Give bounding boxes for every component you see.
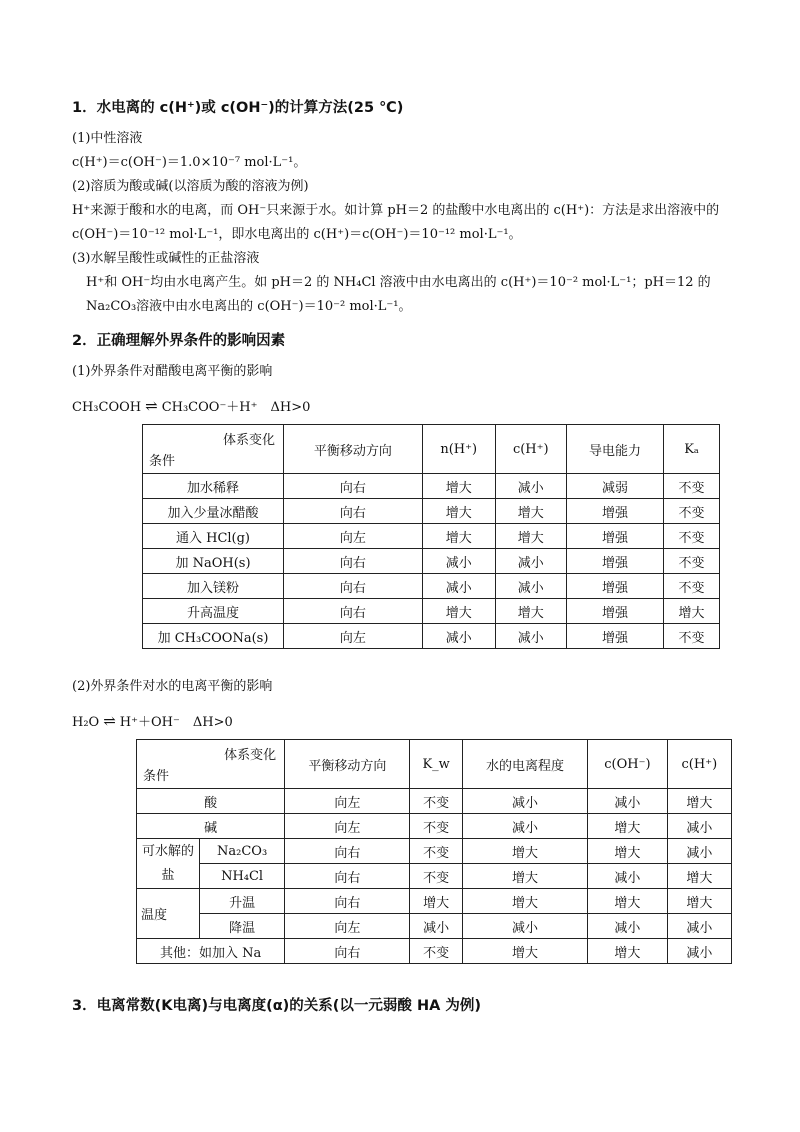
s1-p3: (2)溶质为酸或碱(以溶质为酸的溶液为例)	[72, 179, 309, 194]
corner-bottom: 条件	[149, 454, 176, 469]
cell: 减小	[422, 549, 495, 574]
table-row	[137, 889, 732, 914]
cell: 不变	[410, 789, 462, 814]
header-cell: c(H⁺)	[495, 425, 566, 474]
cell: 减小	[588, 914, 668, 939]
cell: 增强	[566, 599, 663, 624]
cell: 不变	[664, 499, 720, 524]
header-cell: n(H⁺)	[422, 425, 495, 474]
cell: 向右	[284, 599, 423, 624]
cell: 向右	[285, 939, 410, 964]
cell: 降温	[200, 914, 285, 939]
cell: 增大	[588, 889, 668, 914]
corner-bottom: 条件	[143, 769, 170, 784]
table-row	[137, 939, 732, 964]
cell: 增大	[667, 864, 731, 889]
water-equation	[72, 709, 732, 735]
cell: 加入少量冰醋酸	[143, 499, 284, 524]
cell: 减小	[422, 574, 495, 599]
cell: 向左	[284, 624, 423, 649]
cell: 不变	[664, 524, 720, 549]
table-row	[143, 599, 720, 624]
cell: 增大	[495, 499, 566, 524]
table-row	[137, 839, 732, 864]
corner-top: 体系变化	[222, 433, 275, 448]
cell: 向右	[284, 549, 423, 574]
header-cell: K_w	[410, 740, 462, 789]
table-header-row	[143, 425, 720, 474]
eq-right: CH₃COO⁻＋H⁺ ΔH>0	[161, 400, 311, 415]
cell: 不变	[664, 549, 720, 574]
table-row	[137, 789, 732, 814]
cell: 减小	[667, 839, 731, 864]
cell: 减小	[495, 574, 566, 599]
cell: 增大	[462, 864, 587, 889]
cell: 减小	[667, 914, 731, 939]
cell: 增强	[566, 624, 663, 649]
cell: 碱	[137, 814, 285, 839]
header-cell: 平衡移动方向	[285, 740, 410, 789]
cell: Na₂CO₃	[200, 839, 285, 864]
cell: 不变	[664, 474, 720, 499]
cell: 增大	[588, 939, 668, 964]
table-row	[143, 549, 720, 574]
cell: 向左	[285, 789, 410, 814]
cell: 增大	[422, 474, 495, 499]
document-body	[72, 96, 732, 1025]
cell: 不变	[410, 814, 462, 839]
cell: 向左	[285, 814, 410, 839]
cell: 向左	[285, 914, 410, 939]
cell: 减小	[588, 789, 668, 814]
cell: 减小	[422, 624, 495, 649]
cell: 增大	[410, 889, 462, 914]
water-ionization-table	[136, 739, 732, 964]
table-header-row	[137, 740, 732, 789]
cell: 减弱	[566, 474, 663, 499]
s1-p5: (3)水解呈酸性或碱性的正盐溶液	[72, 251, 260, 266]
cell: 增强	[566, 549, 663, 574]
cell: 不变	[664, 624, 720, 649]
cell: 向右	[284, 574, 423, 599]
acetic-acid-equation	[72, 394, 732, 420]
cell: 减小	[495, 549, 566, 574]
cell: 增大	[667, 789, 731, 814]
cell: 加 NaOH(s)	[143, 549, 284, 574]
cell: 升温	[200, 889, 285, 914]
table-row	[137, 914, 732, 939]
cell: 加 CH₃COONa(s)	[143, 624, 284, 649]
cell: 向右	[285, 889, 410, 914]
header-cell: Kₐ	[664, 425, 720, 474]
s2-p1: (1)外界条件对醋酸电离平衡的影响	[72, 364, 273, 379]
corner-top: 体系变化	[224, 748, 277, 763]
cell: 向左	[284, 524, 423, 549]
cell: 向右	[285, 839, 410, 864]
cell: 向右	[285, 864, 410, 889]
cell: 增大	[462, 839, 587, 864]
header-cell: 平衡移动方向	[284, 425, 423, 474]
table-row	[143, 474, 720, 499]
table-row	[137, 864, 732, 889]
header-cell: 水的电离程度	[462, 740, 587, 789]
cell: 增大	[495, 599, 566, 624]
cell: 不变	[410, 839, 462, 864]
cell: 升高温度	[143, 599, 284, 624]
cell: 减小	[462, 914, 587, 939]
cell: 增强	[566, 524, 663, 549]
cell: 增大	[664, 599, 720, 624]
table-row	[143, 499, 720, 524]
section-3-title: 3．电离常数(K电离)与电离度(α)的关系(以一元弱酸 HA 为例)	[72, 998, 482, 1014]
table-row	[143, 524, 720, 549]
cell: 不变	[664, 574, 720, 599]
cell: 不变	[410, 939, 462, 964]
s1-p6: H⁺和 OH⁻均由水电离产生。如 pH＝2 的 NH₄Cl 溶液中由水电离出的 c(H⁺)＝10⁻² mol·L⁻¹；pH＝12 的 Na₂CO₃溶液中由水电离出的 c(OH⁻)＝10⁻² mol·L⁻¹。	[86, 275, 711, 314]
cell: 减小	[667, 814, 731, 839]
group-cell: 温度	[137, 889, 200, 939]
s1-p4: H⁺来源于酸和水的电离，而 OH⁻只来源于水。如计算 pH＝2 的盐酸中水电离出的 c(H⁺)：方法是求出溶液中的 c(OH⁻)＝10⁻¹² mol·L⁻¹，即水电离出的 c(H⁺)＝c(OH⁻)＝10⁻¹² mol·L⁻¹。	[72, 203, 720, 242]
table-row	[143, 574, 720, 599]
cell: 酸	[137, 789, 285, 814]
cell: NH₄Cl	[200, 864, 285, 889]
s2-p2: (2)外界条件对水的电离平衡的影响	[72, 679, 273, 694]
cell: 减小	[495, 624, 566, 649]
table-row	[143, 624, 720, 649]
corner-cell	[143, 425, 284, 474]
cell: 减小	[462, 814, 587, 839]
cell: 向右	[284, 499, 423, 524]
cell: 减小	[410, 914, 462, 939]
cell: 其他：如加入 Na	[137, 939, 285, 964]
equilibrium-arrow-icon: ⇌	[103, 712, 116, 730]
header-cell: c(OH⁻)	[588, 740, 668, 789]
table-row	[137, 814, 732, 839]
acetic-acid-table	[142, 424, 720, 649]
cell: 增大	[422, 524, 495, 549]
cell: 通入 HCl(g)	[143, 524, 284, 549]
cell: 减小	[495, 474, 566, 499]
section-2-title: 2．正确理解外界条件的影响因素	[72, 333, 286, 349]
cell: 增大	[422, 499, 495, 524]
cell: 增大	[588, 839, 668, 864]
s1-p1: (1)中性溶液	[72, 131, 143, 146]
corner-cell	[137, 740, 285, 789]
cell: 增大	[462, 889, 587, 914]
cell: 增大	[495, 524, 566, 549]
header-cell: 导电能力	[566, 425, 663, 474]
eq2-right: H⁺＋OH⁻ ΔH>0	[119, 715, 233, 730]
cell: 加入镁粉	[143, 574, 284, 599]
cell: 减小	[462, 789, 587, 814]
cell: 减小	[667, 939, 731, 964]
cell: 增强	[566, 574, 663, 599]
cell: 增大	[667, 889, 731, 914]
cell: 增大	[588, 814, 668, 839]
cell: 增强	[566, 499, 663, 524]
eq-left: CH₃COOH	[72, 400, 142, 415]
cell: 向右	[284, 474, 423, 499]
cell: 不变	[410, 864, 462, 889]
eq2-left: H₂O	[72, 715, 100, 730]
equilibrium-arrow-icon: ⇌	[145, 397, 158, 415]
section-1-title: 1．水电离的 c(H⁺)或 c(OH⁻)的计算方法(25 ℃)	[72, 100, 404, 116]
header-cell: c(H⁺)	[667, 740, 731, 789]
s1-p2: c(H⁺)＝c(OH⁻)＝1.0×10⁻⁷ mol·L⁻¹。	[72, 155, 307, 170]
group-cell: 可水解的盐	[137, 839, 200, 889]
cell: 加水稀释	[143, 474, 284, 499]
cell: 减小	[588, 864, 668, 889]
cell: 增大	[422, 599, 495, 624]
cell: 增大	[462, 939, 587, 964]
